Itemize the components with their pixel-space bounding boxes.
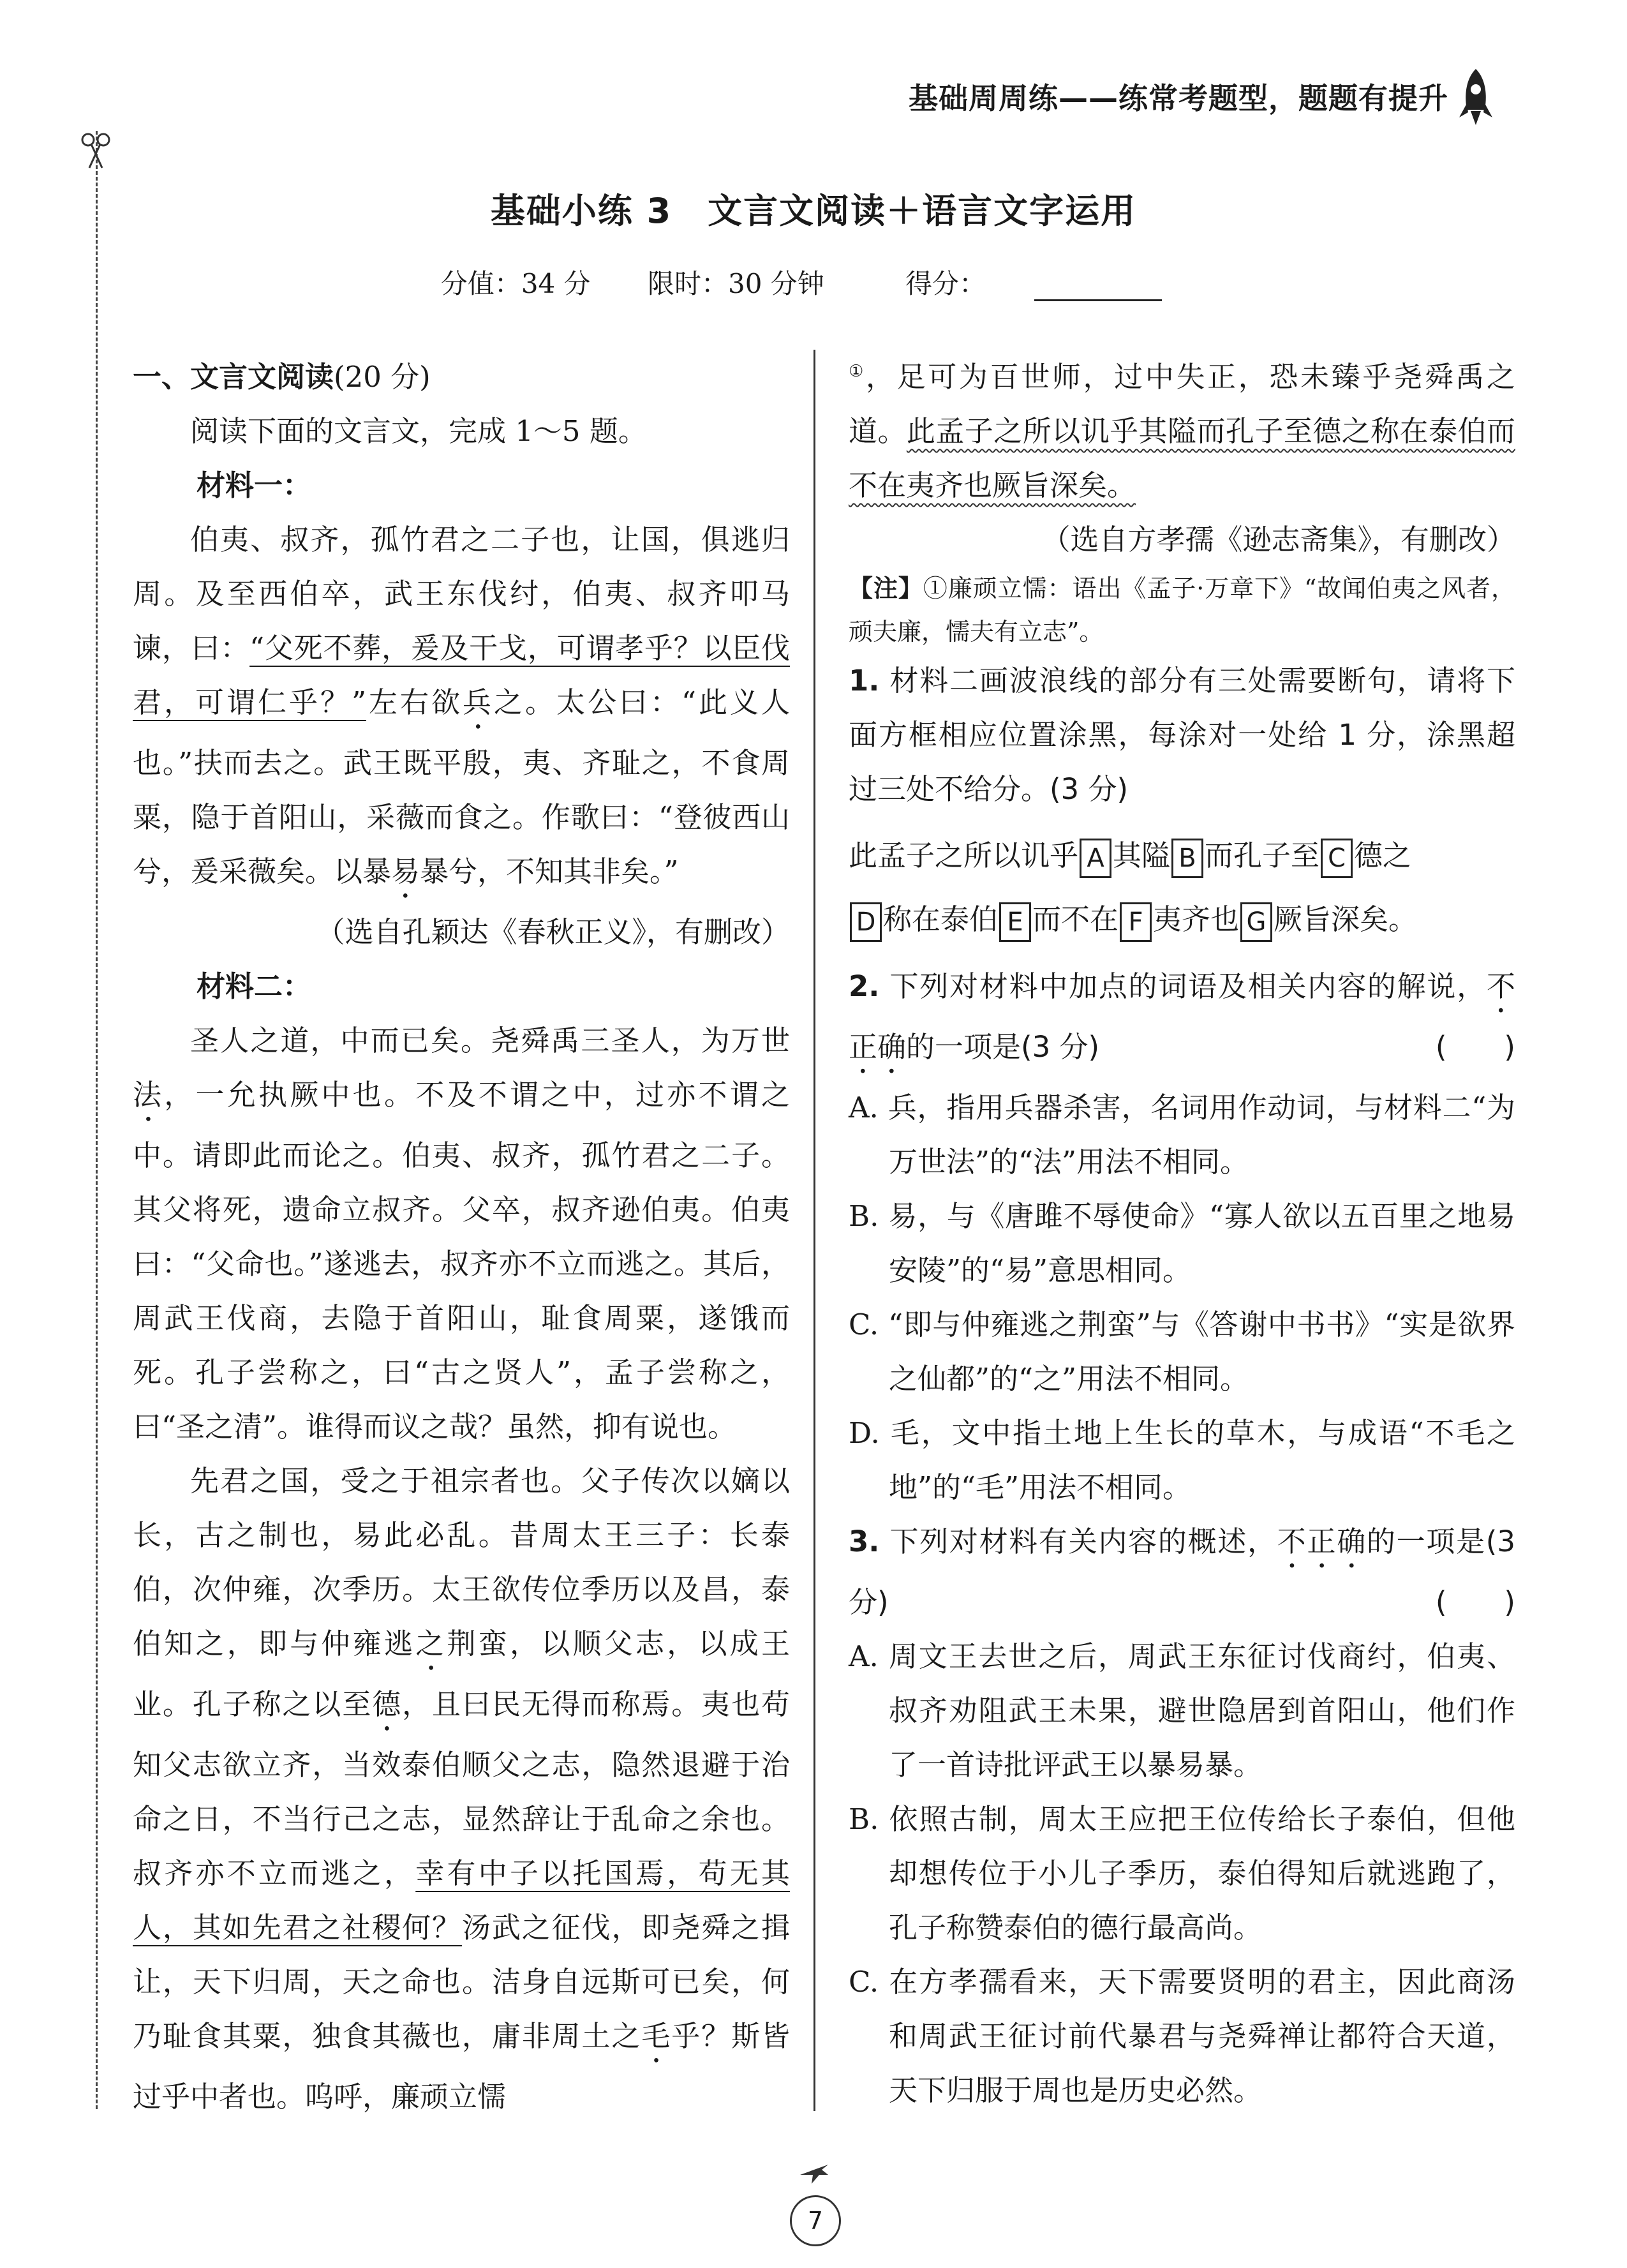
score-label: 得分： bbox=[905, 268, 986, 299]
material1-source: （选自孔颖达《春秋正义》，有删改） bbox=[316, 915, 790, 949]
translation-underline-2: 幸有中子以托国焉，苟无其人，其如先君之社稷何？ bbox=[133, 1856, 790, 1944]
score-field bbox=[881, 268, 1186, 299]
question-1: 1. 材料二画波浪线的部分有三处需要断句，请将下面方框相应位置涂黑，每涂对一处给 1 分，涂黑超过三处不给分。(3 分) bbox=[849, 664, 1515, 806]
page-title: 基础小练 3 文言文阅读＋语言文字运用 bbox=[490, 191, 1137, 231]
q3-answer-paren[interactable]: ( ) bbox=[1435, 1585, 1515, 1619]
material2-para1: 圣人之道，中而已矣。尧舜禹三圣人，为万世法，一允执厥中也。不及不谓之中，过亦不谓之中。请即此而论之。伯夷、叔齐，孤竹君之二子。其父将死，遗命立叔齐。父卒，叔齐逊伯夷。伯夷曰：“父命也。”遂逃去，叔齐亦不立而逃之。其后，周武王伐商，去隐于首阳山，耻食周粟，遂饿而死。孔子尝称之，曰“古之贤人”，孟子尝称之，曰“圣之清”。谁得而议之哉？虽然，抑有说也。 bbox=[133, 1024, 790, 1444]
q1-break-boxes: 此孟子之所以讥乎 A 其隘 B 而孔子至 C 德之 D 称在泰伯 E 而不在 F 夷齐也 G 厥旨深矣。 bbox=[849, 824, 1515, 951]
break-box-a[interactable]: A bbox=[1080, 839, 1111, 878]
break-box-f[interactable]: F bbox=[1120, 902, 1152, 942]
break-box-e[interactable]: E bbox=[999, 902, 1031, 942]
section-heading: 一、文言文阅读(20 分) bbox=[133, 360, 431, 394]
material1-label: 材料一： bbox=[197, 468, 312, 502]
break-box-g[interactable]: G bbox=[1240, 902, 1272, 942]
score-value: 分值：34 分 bbox=[440, 268, 591, 299]
rocket-icon bbox=[1458, 68, 1494, 126]
material2-label: 材料二： bbox=[197, 969, 312, 1003]
q3-option-c: C. 在方孝孺看来，天下需要贤明的君主，因此商汤和周武王征讨前代暴君与尧舜禅让都符合天道，天下归服于周也是历史必然。 bbox=[849, 1965, 1515, 2107]
header-tagline: 基础周周练——练常考题型，题题有提升 bbox=[909, 81, 1448, 116]
q3-option-b: B. 依照古制，周太王应把王位传给长子泰伯，但他却想传位于小儿子季历，泰伯得知后就逃跑了，孔子称赞泰伯的德行最高尚。 bbox=[849, 1802, 1515, 1944]
dotted-word-fa: 法 bbox=[133, 1078, 165, 1112]
page-number: 7 bbox=[790, 2195, 841, 2246]
score-blank[interactable] bbox=[1034, 274, 1162, 301]
footnote: 【注】①廉顽立懦：语出《孟子·万章下》“故闻伯夷之风者，顽夫廉，懦夫有立志”。 bbox=[849, 574, 1515, 646]
material2-source: （选自方孝孺《逊志斋集》，有删改） bbox=[1041, 523, 1515, 556]
dotted-word-bing: 兵 bbox=[463, 685, 494, 719]
cut-line bbox=[96, 131, 98, 2109]
q2-option-c: C. “即与仲雍逃之荆蛮”与《答谢中书书》“实是欲界之仙都”的“之”用法不相同。 bbox=[849, 1308, 1515, 1396]
dotted-word-yi: 易 bbox=[391, 854, 420, 888]
material2-para2-cont: ①，足可为百世师，过中失正，恐未臻乎尧舜禹之道。此孟子之所以讥乎其隘而孔子至德之称在泰伯而不在夷齐也厥旨深矣。 bbox=[849, 360, 1515, 502]
material2-para2: 先君之国，受之于祖宗者也。父子传次以嫡以长，古之制也，易此必乱。昔周太王三子：长泰伯，次仲雍，次季历。太王欲传位季历以及昌，泰伯知之，即与仲雍逃之荆蛮，以顺父志，以成王业。孔子称之以至德，且曰民无得而称焉。夷也苟知父志欲立齐，当效泰伯顺父之志，隐然退避于治命之日，不当行己之志，显然辞让于乱命之余也。叔齐亦不立而逃之，幸有中子以托国焉，苟无其人，其如先君之社稷何？汤武之征伐，即尧舜之揖让，天下归周，天之命也。洁身自远斯可已矣，何乃耻食其粟，独食其薇也，庸非周土之毛乎？斯皆过乎中者也。呜呼，廉顽立懦 bbox=[133, 1464, 790, 2114]
break-box-b[interactable]: B bbox=[1171, 839, 1203, 878]
q2-option-a: A. 兵，指用兵器杀害，名词用作动词，与材料二“为万世法”的“法”用法不相同。 bbox=[849, 1091, 1515, 1179]
airplane-icon bbox=[796, 2156, 832, 2191]
material1-text: 伯夷、叔齐，孤竹君之二子也，让国，俱逃归周。及至西伯卒，武王东伐纣，伯夷、叔齐叩马谏，曰：“父死不葬，爰及干戈，可谓孝乎？以臣伐君，可谓仁乎？”左右欲兵之。太公曰：“此义人也。”扶而去之。武王既平殷，夷、齐耻之，不食周粟，隐于首阳山，采薇而食之。作歌曰：“登彼西山兮，爰采薇矣。以暴易暴兮，不知其非矣。” bbox=[133, 523, 790, 888]
column-divider bbox=[814, 350, 815, 2111]
q2-option-b: B. 易，与《唐雎不辱使命》“寡人欲以五百里之地易安陵”的“易”意思相同。 bbox=[849, 1199, 1515, 1287]
question-3: 3. 下列对材料有关内容的概述，不正确的一项是(3 分) ( ) bbox=[849, 1514, 1515, 1629]
q2-option-d: D. 毛，文中指土地上生长的草木，与成语“不毛之地”的“毛”用法不相同。 bbox=[849, 1416, 1515, 1504]
footnote-marker: ① bbox=[849, 362, 866, 381]
dotted-word-mao: 毛 bbox=[641, 2019, 672, 2053]
wavy-underline-passage: 此孟子之所以讥乎其隘而孔子至德之称在泰伯而不在夷齐也厥旨深矣。 bbox=[849, 414, 1515, 502]
scissors-icon bbox=[77, 131, 115, 169]
break-box-c[interactable]: C bbox=[1321, 839, 1353, 878]
question-2: 2. 下列对材料中加点的词语及相关内容的解说，不正确的一项是(3 分) ( ) bbox=[849, 959, 1515, 1080]
dotted-word-zhi: 之 bbox=[415, 1627, 447, 1660]
time-limit: 限时：30 分钟 bbox=[647, 268, 824, 299]
dotted-word-de: 德 bbox=[372, 1687, 403, 1721]
q3-option-a: A. 周文王去世之后，周武王东征讨伐商纣，伯夷、叔齐劝阻武王未果，避世隐居到首阳山，他们作了一首诗批评武王以暴易暴。 bbox=[849, 1639, 1515, 1782]
left-column bbox=[133, 350, 790, 2124]
translation-underline-1: “父死不葬，爰及干戈，可谓孝乎？以臣伐君，可谓仁乎？” bbox=[133, 631, 790, 719]
instruction: 阅读下面的文言文，完成 1～5 题。 bbox=[190, 414, 647, 448]
right-column bbox=[849, 350, 1515, 2117]
q2-answer-paren[interactable]: ( ) bbox=[1435, 1030, 1515, 1064]
break-box-d[interactable]: D bbox=[850, 902, 882, 942]
score-meta bbox=[0, 263, 1627, 301]
